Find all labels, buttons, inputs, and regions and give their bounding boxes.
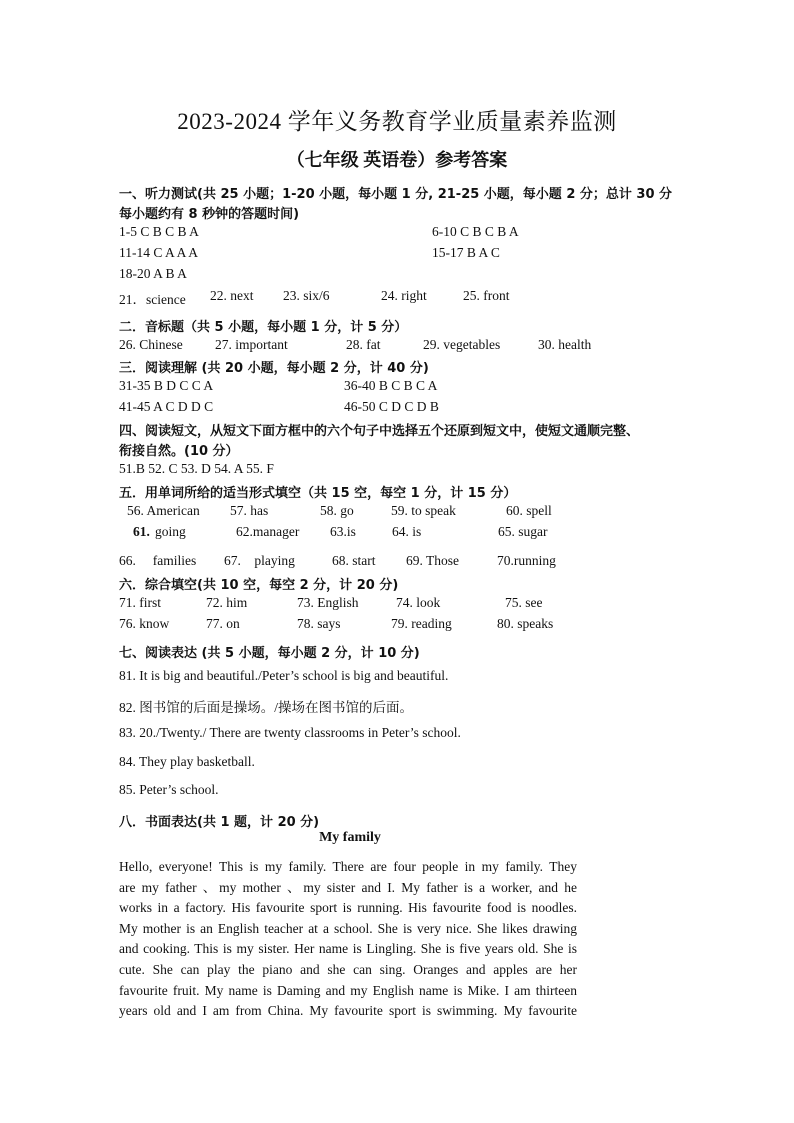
answer-item: 77. on bbox=[206, 616, 240, 631]
answer-item: 24. right bbox=[381, 288, 427, 303]
section-1-header: 一、听力测试(共 25 小题；1-20 小题，每小题 1 分, 21-25 小题，每小题 2 分；总计 30 分 bbox=[119, 187, 673, 202]
answer-item: 71. first bbox=[119, 595, 161, 610]
answer-line: 85. Peter’s school. bbox=[119, 782, 219, 797]
section-1-header-note: 每小题约有 8 秒钟的答题时间) bbox=[119, 207, 300, 222]
answer-item: 78. says bbox=[297, 616, 341, 631]
essay-line: years old and I am from China. My favourite sport is swimming. My favourite bbox=[119, 1003, 577, 1019]
answer-line: 81. It is big and beautiful./Peter’s school is big and beautiful. bbox=[119, 668, 449, 683]
essay-title: My family bbox=[319, 830, 381, 845]
answer-line: 83. 20./Twenty./ There are twenty classrooms in Peter’s school. bbox=[119, 725, 461, 740]
essay-line: Hello, everyone! This is my family. There are four people in my family. They bbox=[119, 859, 577, 874]
page-subtitle: （七年级 英语卷）参考答案 bbox=[286, 150, 508, 170]
answer-line: 84. They play basketball. bbox=[119, 754, 255, 769]
answer-item: 76. know bbox=[119, 616, 170, 631]
answer-item: 57. has bbox=[230, 503, 269, 518]
answer-item: 63.is bbox=[330, 524, 356, 539]
answer-item: 65. sugar bbox=[498, 524, 548, 539]
answer-item: 23. six/6 bbox=[283, 288, 330, 303]
section-6-header: 六．综合填空(共 10 空，每空 2 分，计 20 分) bbox=[119, 578, 399, 593]
answer-item: 68. start bbox=[332, 553, 376, 568]
answer-row: 11-14 C A A A bbox=[119, 245, 199, 260]
answer-item: 69. Those bbox=[406, 553, 459, 568]
answer-row: 46-50 C D C D B bbox=[344, 399, 439, 414]
answer-item: 80. speaks bbox=[497, 616, 554, 631]
section-4-header: 四、阅读短文，从短文下面方框中的六个句子中选择五个还原到短文中，使短文通顺完整、 bbox=[119, 424, 640, 439]
essay-line: and cooking. This is my sister. Her name is Lingling. She is five years old. She is bbox=[119, 941, 577, 957]
section-3-header: 三．阅读理解 (共 20 小题，每小题 2 分，计 40 分) bbox=[119, 361, 429, 376]
essay-line: works in a factory. His favourite sport is running. His favourite food is noodles. bbox=[119, 900, 577, 916]
answer-item: 66. families bbox=[119, 553, 197, 568]
essay-line: My mother is an English teacher at a school. She is very nice. She likes drawing bbox=[119, 920, 577, 936]
answer-item: 62.manager bbox=[236, 524, 300, 539]
answer-row: 6-10 C B C B A bbox=[432, 224, 519, 239]
section-7-header: 七、阅读表达 (共 5 小题，每小题 2 分，计 10 分) bbox=[119, 646, 420, 661]
answer-item: 72. him bbox=[206, 595, 248, 610]
answer-item: 21．science bbox=[119, 292, 186, 307]
essay-line: favourite fruit. My name is Daming and my English name is Mike. I am thirteen bbox=[119, 982, 577, 998]
essay-line: are my father 、my mother 、my sister and I. My father is a worker, and he bbox=[119, 879, 577, 895]
section-8-header: 八．书面表达(共 1 题，计 20 分) bbox=[119, 815, 320, 830]
answer-item: 79. reading bbox=[391, 616, 452, 631]
answer-item: 29. vegetables bbox=[423, 337, 501, 352]
answer-item: 26. Chinese bbox=[119, 337, 183, 352]
answer-item: going bbox=[155, 524, 186, 539]
answer-item: 28. fat bbox=[346, 337, 381, 352]
answer-item: 59. to speak bbox=[391, 503, 456, 518]
answer-item: 74. look bbox=[396, 595, 441, 610]
answer-item: 30. health bbox=[538, 337, 592, 352]
answer-item: 58. go bbox=[320, 503, 354, 518]
answer-item: 73. English bbox=[297, 595, 359, 610]
answer-item: 22. next bbox=[210, 288, 254, 303]
answer-row: 18-20 A B A bbox=[119, 266, 187, 281]
essay-line: cute. She can play the piano and she can sing. Oranges and apples are her bbox=[119, 961, 577, 977]
answer-item: 64. is bbox=[392, 524, 422, 539]
section-5-header: 五．用单词所给的适当形式填空（共 15 空，每空 1 分，计 15 分） bbox=[119, 486, 517, 501]
page-title: 2023-2024 学年义务教育学业质量素养监测 bbox=[177, 109, 617, 134]
answer-line: 82. 图书馆的后面是操场。/操场在图书馆的后面。 bbox=[119, 700, 414, 715]
answer-item: 70.running bbox=[497, 553, 556, 568]
answer-row: 51.B 52. C 53. D 54. A 55. F bbox=[119, 461, 274, 476]
answer-row: 31-35 B D C C A bbox=[119, 378, 214, 393]
answer-number: 61. bbox=[133, 524, 150, 539]
answer-row: 41-45 A C D D C bbox=[119, 399, 214, 414]
answer-item: 75. see bbox=[505, 595, 543, 610]
answer-row: 36-40 B C B C A bbox=[344, 378, 438, 393]
section-2-header: 二．音标题（共 5 小题，每小题 1 分，计 5 分） bbox=[119, 320, 408, 335]
answer-row: 1-5 C B C B A bbox=[119, 224, 199, 239]
answer-item: 56. American bbox=[127, 503, 200, 518]
answer-row: 15-17 B A C bbox=[432, 245, 500, 260]
section-4-header-cont: 衔接自然。(10 分） bbox=[119, 444, 239, 459]
answer-item: 60. spell bbox=[506, 503, 552, 518]
answer-item: 67. playing bbox=[224, 553, 295, 568]
essay-body bbox=[119, 857, 577, 1022]
answer-item: 27. important bbox=[215, 337, 288, 352]
answer-item: 25. front bbox=[463, 288, 510, 303]
